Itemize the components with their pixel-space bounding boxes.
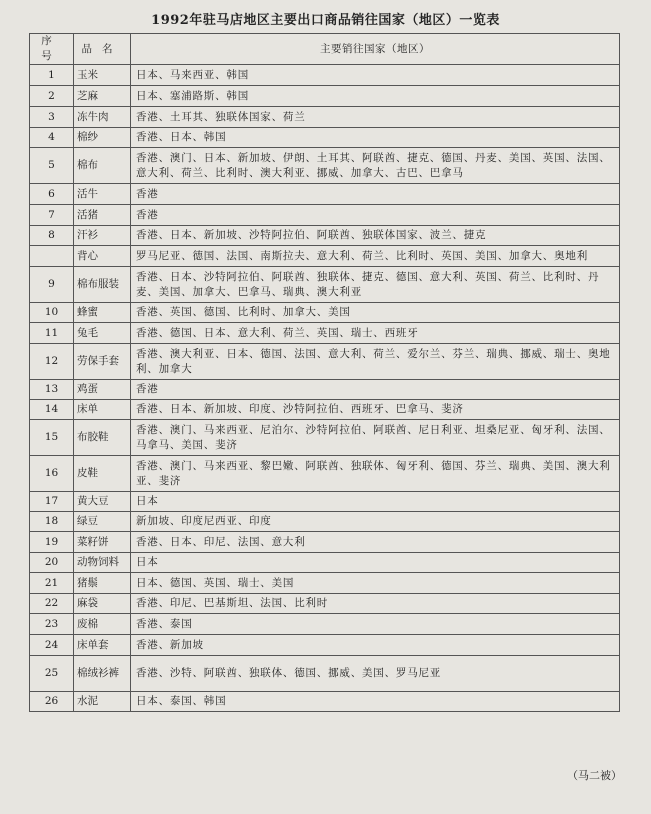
row-destinations: 香港 bbox=[131, 184, 620, 205]
row-product: 菜籽饼 bbox=[74, 532, 131, 553]
row-product: 棉绒衫裤 bbox=[74, 656, 131, 692]
row-product: 棉布服装 bbox=[74, 267, 131, 303]
row-no: 4 bbox=[30, 128, 74, 148]
row-no bbox=[30, 246, 74, 267]
row-no: 24 bbox=[30, 635, 74, 656]
row-no: 16 bbox=[30, 456, 74, 492]
table-row bbox=[30, 303, 620, 323]
row-destinations: 香港、日本、沙特阿拉伯、阿联酋、独联体、捷克、德国、意大利、英国、荷兰、比利时、丹麦、美国、加拿大、巴拿马、瑞典、澳大利亚 bbox=[131, 267, 620, 303]
row-product: 背心 bbox=[74, 246, 131, 267]
table-row bbox=[30, 573, 620, 594]
row-no: 3 bbox=[30, 107, 74, 128]
row-no: 18 bbox=[30, 512, 74, 532]
table-row bbox=[30, 65, 620, 86]
row-destinations: 香港、澳门、马来西亚、尼泊尔、沙特阿拉伯、阿联酋、尼日利亚、坦桑尼亚、匈牙利、法国、马拿马、美国、斐济 bbox=[131, 420, 620, 456]
row-product: 水泥 bbox=[74, 692, 131, 712]
table-row bbox=[30, 532, 620, 553]
row-destinations: 日本、马来西亚、韩国 bbox=[131, 65, 620, 86]
row-destinations: 香港、澳门、马来西亚、黎巴嫩、阿联酋、独联体、匈牙利、德国、芬兰、瑞典、美国、澳大利亚、斐济 bbox=[131, 456, 620, 492]
table-row bbox=[30, 512, 620, 532]
row-product: 绿豆 bbox=[74, 512, 131, 532]
export-table bbox=[29, 33, 620, 712]
row-destinations: 香港、日本、新加坡、印度、沙特阿拉伯、西班牙、巴拿马、斐济 bbox=[131, 400, 620, 420]
row-product: 皮鞋 bbox=[74, 456, 131, 492]
row-no: 11 bbox=[30, 323, 74, 344]
row-destinations: 香港、德国、日本、意大利、荷兰、英国、瑞士、西班牙 bbox=[131, 323, 620, 344]
row-destinations: 香港、泰国 bbox=[131, 614, 620, 635]
table-row bbox=[30, 656, 620, 692]
row-no: 13 bbox=[30, 380, 74, 400]
row-destinations: 香港、日本、新加坡、沙特阿拉伯、阿联酋、独联体国家、波兰、捷克 bbox=[131, 226, 620, 246]
row-no: 12 bbox=[30, 344, 74, 380]
row-no: 10 bbox=[30, 303, 74, 323]
row-product: 布胶鞋 bbox=[74, 420, 131, 456]
table-row bbox=[30, 614, 620, 635]
row-no: 7 bbox=[30, 205, 74, 226]
table-row bbox=[30, 184, 620, 205]
table-row bbox=[30, 492, 620, 512]
table-row bbox=[30, 148, 620, 184]
header-row bbox=[30, 34, 620, 65]
table-row bbox=[30, 205, 620, 226]
row-product: 兔毛 bbox=[74, 323, 131, 344]
row-no: 22 bbox=[30, 594, 74, 614]
row-no: 25 bbox=[30, 656, 74, 692]
row-no: 9 bbox=[30, 267, 74, 303]
row-destinations: 日本、泰国、韩国 bbox=[131, 692, 620, 712]
row-product: 猪鬃 bbox=[74, 573, 131, 594]
row-no: 21 bbox=[30, 573, 74, 594]
row-destinations: 香港 bbox=[131, 380, 620, 400]
row-no: 19 bbox=[30, 532, 74, 553]
row-product: 黄大豆 bbox=[74, 492, 131, 512]
row-product: 活牛 bbox=[74, 184, 131, 205]
table-title: 1992年驻马店地区主要出口商品销往国家（地区）一览表 bbox=[151, 13, 500, 28]
row-destinations: 香港、英国、德国、比利时、加拿大、美国 bbox=[131, 303, 620, 323]
row-destinations: 罗马尼亚、德国、法国、南斯拉夫、意大利、荷兰、比利时、英国、美国、加拿大、奥地利 bbox=[131, 246, 620, 267]
table-row bbox=[30, 594, 620, 614]
row-product: 棉布 bbox=[74, 148, 131, 184]
row-destinations: 香港、土耳其、独联体国家、荷兰 bbox=[131, 107, 620, 128]
row-product: 动物饲料 bbox=[74, 553, 131, 573]
row-no: 23 bbox=[30, 614, 74, 635]
row-product: 芝麻 bbox=[74, 86, 131, 107]
footer-note: （马二被） bbox=[567, 769, 622, 782]
row-product: 蜂蜜 bbox=[74, 303, 131, 323]
row-destinations: 日本、德国、英国、瑞士、美国 bbox=[131, 573, 620, 594]
table-row bbox=[30, 128, 620, 148]
row-product: 玉米 bbox=[74, 65, 131, 86]
row-destinations: 香港、日本、印尼、法国、意大利 bbox=[131, 532, 620, 553]
header-destinations: 主要销往国家（地区） bbox=[131, 34, 620, 65]
row-destinations: 香港、新加坡 bbox=[131, 635, 620, 656]
row-no: 6 bbox=[30, 184, 74, 205]
row-destinations: 日本 bbox=[131, 492, 620, 512]
row-no: 2 bbox=[30, 86, 74, 107]
table-row bbox=[30, 456, 620, 492]
table-row bbox=[30, 635, 620, 656]
row-no: 1 bbox=[30, 65, 74, 86]
row-destinations: 新加坡、印度尼西亚、印度 bbox=[131, 512, 620, 532]
row-destinations: 日本、塞浦路斯、韩国 bbox=[131, 86, 620, 107]
table-row bbox=[30, 692, 620, 712]
row-product: 冻牛肉 bbox=[74, 107, 131, 128]
row-destinations: 香港、印尼、巴基斯坦、法国、比利时 bbox=[131, 594, 620, 614]
row-product: 活猪 bbox=[74, 205, 131, 226]
header-no: 序号 bbox=[30, 34, 74, 65]
table-row bbox=[30, 553, 620, 573]
table-row bbox=[30, 400, 620, 420]
row-no: 5 bbox=[30, 148, 74, 184]
table-row bbox=[30, 323, 620, 344]
row-destinations: 香港、日本、韩国 bbox=[131, 128, 620, 148]
row-product: 汗衫 bbox=[74, 226, 131, 246]
table-row bbox=[30, 344, 620, 380]
row-product: 鸡蛋 bbox=[74, 380, 131, 400]
row-product: 床单 bbox=[74, 400, 131, 420]
table-row bbox=[30, 246, 620, 267]
table-row bbox=[30, 420, 620, 456]
row-destinations: 日本 bbox=[131, 553, 620, 573]
table-row bbox=[30, 86, 620, 107]
row-destinations: 香港、澳门、日本、新加坡、伊朗、土耳其、阿联酋、捷克、德国、丹麦、美国、英国、法国、意大利、荷兰、比利时、澳大利亚、挪威、加拿大、古巴、巴拿马 bbox=[131, 148, 620, 184]
table-row bbox=[30, 267, 620, 303]
table-row bbox=[30, 107, 620, 128]
row-no: 14 bbox=[30, 400, 74, 420]
row-product: 劳保手套 bbox=[74, 344, 131, 380]
row-product: 废棉 bbox=[74, 614, 131, 635]
row-destinations: 香港 bbox=[131, 205, 620, 226]
row-no: 26 bbox=[30, 692, 74, 712]
row-product: 棉纱 bbox=[74, 128, 131, 148]
row-no: 8 bbox=[30, 226, 74, 246]
row-destinations: 香港、沙特、阿联酋、独联体、德国、挪威、美国、罗马尼亚 bbox=[131, 656, 620, 692]
table-row bbox=[30, 226, 620, 246]
table-row bbox=[30, 380, 620, 400]
table-body bbox=[30, 65, 620, 712]
row-no: 20 bbox=[30, 553, 74, 573]
row-product: 麻袋 bbox=[74, 594, 131, 614]
row-product: 床单套 bbox=[74, 635, 131, 656]
header-product: 品名 bbox=[74, 34, 131, 65]
row-no: 15 bbox=[30, 420, 74, 456]
row-no: 17 bbox=[30, 492, 74, 512]
row-destinations: 香港、澳大利亚、日本、德国、法国、意大利、荷兰、爱尔兰、芬兰、瑞典、挪威、瑞士、奥地利、加拿大 bbox=[131, 344, 620, 380]
